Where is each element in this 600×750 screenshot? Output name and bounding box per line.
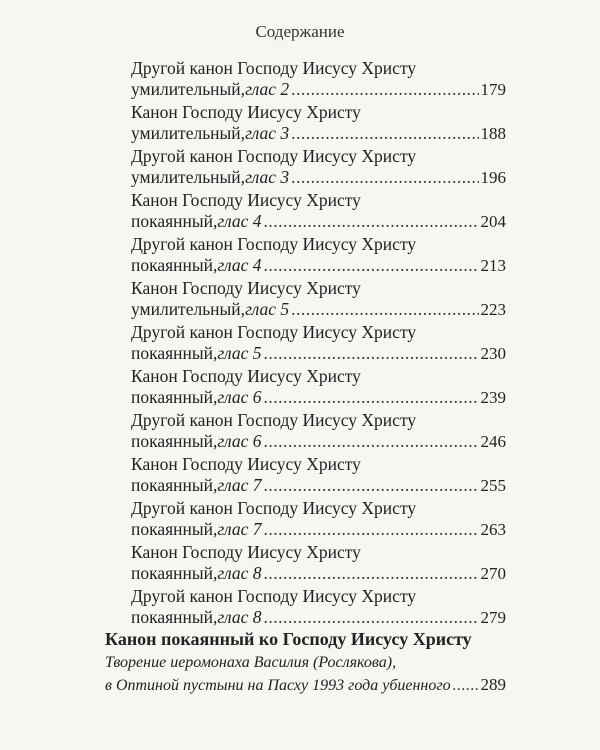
dot-leader <box>264 475 479 496</box>
table-of-contents <box>131 58 506 630</box>
entry-title: Другой канон Господу Иисусу Христу <box>131 322 417 342</box>
dot-leader <box>264 607 479 628</box>
entry-title: Канон Господу Иисусу Христу <box>131 190 361 210</box>
entry-glas: глас 3 <box>245 167 290 187</box>
entry-subtitle: покаянный, <box>131 211 218 231</box>
dot-leader <box>264 343 479 364</box>
final-entry-title: Канон покаянный ко Господу Иисусу Христу <box>105 629 472 649</box>
entry-glas: глас 3 <box>245 123 290 143</box>
dot-leader <box>291 167 478 188</box>
dot-leader <box>264 387 479 408</box>
entry-page-number: 270 <box>480 564 506 583</box>
final-entry-subtitle-line2: в Оптиной пустыни на Пасху 1993 года убиенного <box>105 677 451 694</box>
entry-page-number: 289 <box>480 675 506 694</box>
entry-page-number: 196 <box>480 168 506 187</box>
dot-leader <box>291 123 478 144</box>
entry-glas: глас 7 <box>217 519 262 539</box>
entry-title: Другой канон Господу Иисусу Христу <box>131 58 417 78</box>
entry-title: Другой канон Господу Иисусу Христу <box>131 410 417 430</box>
entry-glas: глас 4 <box>217 255 262 275</box>
entry-subtitle: покаянный, <box>131 387 218 407</box>
entry-subtitle: покаянный, <box>131 343 218 363</box>
dot-leader <box>291 79 478 100</box>
entry-glas: глас 6 <box>217 431 262 451</box>
dot-leader <box>264 211 479 232</box>
entry-glas: глас 8 <box>217 563 262 583</box>
entry-title: Другой канон Господу Иисусу Христу <box>131 234 417 254</box>
entry-subtitle: покаянный, <box>131 475 218 495</box>
dot-leader <box>291 299 478 320</box>
entry-subtitle: умилительный, <box>131 123 246 143</box>
dot-leader <box>453 675 479 697</box>
dot-leader <box>264 255 479 276</box>
entry-glas: глас 7 <box>217 475 262 495</box>
entry-title: Другой канон Господу Иисусу Христу <box>131 146 417 166</box>
toc-entry <box>131 454 506 498</box>
toc-entry <box>131 498 506 542</box>
toc-entry <box>131 234 506 278</box>
toc-entry <box>131 102 506 146</box>
entry-glas: глас 5 <box>217 343 262 363</box>
entry-page-number: 213 <box>480 256 506 275</box>
entry-page-number: 223 <box>480 300 506 319</box>
toc-entry <box>131 58 506 102</box>
entry-page-number: 246 <box>480 432 506 451</box>
entry-glas: глас 2 <box>245 79 290 99</box>
entry-page-number: 179 <box>480 80 506 99</box>
entry-title: Другой канон Господу Иисусу Христу <box>131 498 417 518</box>
final-entry-subtitle: Творение иеромонаха Василия (Рослякова), <box>105 654 397 671</box>
entry-subtitle: умилительный, <box>131 299 246 319</box>
dot-leader <box>264 519 479 540</box>
entry-glas: глас 5 <box>245 299 290 319</box>
toc-entry <box>131 190 506 234</box>
entry-subtitle: покаянный, <box>131 607 218 627</box>
entry-subtitle: покаянный, <box>131 255 218 275</box>
entry-title: Канон Господу Иисусу Христу <box>131 366 361 386</box>
final-toc-entry <box>105 628 506 697</box>
toc-entry <box>131 146 506 190</box>
entry-title: Канон Господу Иисусу Христу <box>131 278 361 298</box>
entry-title: Другой канон Господу Иисусу Христу <box>131 586 417 606</box>
entry-subtitle: покаянный, <box>131 519 218 539</box>
entry-glas: глас 4 <box>217 211 262 231</box>
entry-page-number: 263 <box>480 520 506 539</box>
entry-subtitle: покаянный, <box>131 431 218 451</box>
toc-entry <box>131 542 506 586</box>
entry-page-number: 188 <box>480 124 506 143</box>
entry-glas: глас 6 <box>217 387 262 407</box>
toc-entry <box>131 410 506 454</box>
entry-page-number: 255 <box>480 476 506 495</box>
entry-page-number: 239 <box>480 388 506 407</box>
entry-title: Канон Господу Иисусу Христу <box>131 542 361 562</box>
entry-page-number: 279 <box>480 608 506 627</box>
toc-entry <box>131 322 506 366</box>
toc-entry <box>131 586 506 630</box>
entry-page-number: 230 <box>480 344 506 363</box>
entry-subtitle: умилительный, <box>131 167 246 187</box>
entry-title: Канон Господу Иисусу Христу <box>131 454 361 474</box>
entry-title: Канон Господу Иисусу Христу <box>131 102 361 122</box>
dot-leader <box>264 563 479 584</box>
toc-entry <box>131 366 506 410</box>
entry-page-number: 204 <box>480 212 506 231</box>
entry-subtitle: умилительный, <box>131 79 246 99</box>
entry-subtitle: покаянный, <box>131 563 218 583</box>
toc-entry <box>131 278 506 322</box>
dot-leader <box>264 431 479 452</box>
entry-glas: глас 8 <box>217 607 262 627</box>
page-header: Содержание <box>255 22 345 41</box>
